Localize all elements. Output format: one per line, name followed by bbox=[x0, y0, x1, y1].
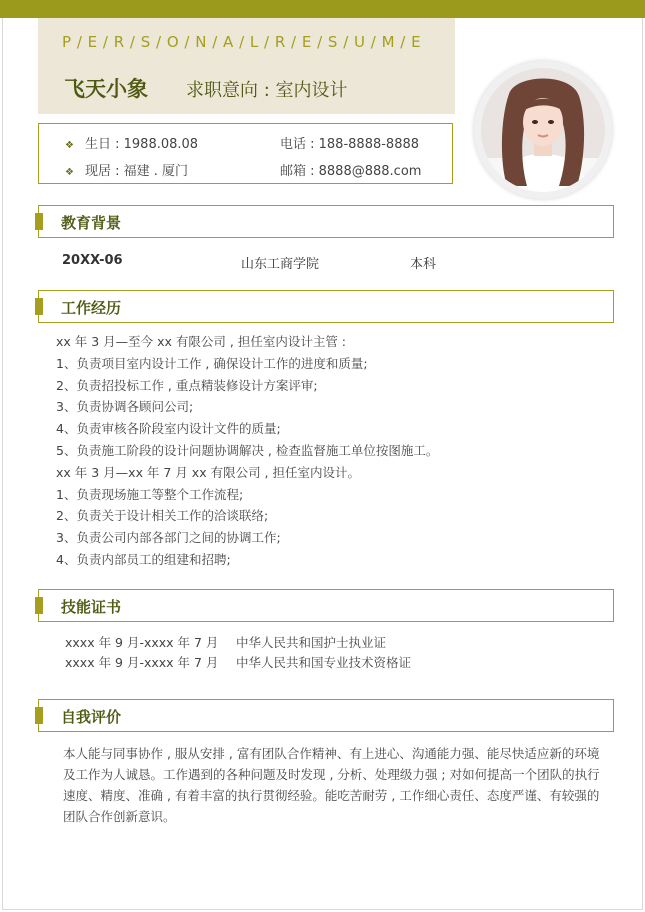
portrait-image bbox=[481, 68, 605, 192]
skills-section-title: 技能证书 bbox=[61, 598, 122, 616]
section-marker bbox=[35, 597, 43, 614]
work-line: 5、负责施工阶段的设计问题协调解决 , 检查监督施工单位按图施工。 bbox=[56, 442, 439, 458]
self-evaluation-text: 本人能与同事协作 , 服从安排 , 富有团队合作精神、有上进心、沟通能力强、能尽快适应新的环境及工作为人诚恳。工作遇到的各种问题及时发现 , 分析、处理级力强 ; 对如何提高一个团队的执行速度、精度、准确 , 有着丰富的执行贯彻经验。能吃苦耐劳 , 工作细心责任、态度严谨、有较强的团队合作创新意识。 bbox=[63, 746, 600, 824]
education-section-header bbox=[38, 205, 614, 238]
certificate-date: xxxx 年 9 月-xxxx 年 7 月 bbox=[65, 635, 219, 650]
education-date: 20XX-06 bbox=[62, 253, 123, 268]
certificate-name: 中华人民共和国专业技术资格证 bbox=[236, 655, 412, 670]
work-section-header bbox=[38, 290, 614, 323]
phone-text: 电话 : 188-8888-8888 bbox=[280, 137, 420, 152]
certificate-date: xxxx 年 9 月-xxxx 年 7 月 bbox=[65, 655, 219, 670]
work-line: 1、负责现场施工等整个工作流程; bbox=[56, 486, 244, 502]
work-experience-list bbox=[56, 331, 616, 571]
self-evaluation-section-title: 自我评价 bbox=[61, 708, 122, 726]
work-section-title: 工作经历 bbox=[61, 299, 122, 317]
education-section-title: 教育背景 bbox=[61, 214, 122, 232]
birthday-text: 生日 : 1988.08.08 bbox=[85, 137, 199, 152]
certificate-row bbox=[65, 653, 412, 671]
section-marker bbox=[35, 213, 43, 230]
certificate-row bbox=[65, 633, 387, 651]
self-evaluation-section-header bbox=[38, 699, 614, 732]
diamond-bullet-icon: ❖ bbox=[65, 167, 74, 178]
personal-resume-heading: P / E / R / S / O / N / A / L / R / E / S / U / M / E bbox=[62, 33, 422, 51]
work-line: 4、负责审核各阶段室内设计文件的质量; bbox=[56, 421, 281, 437]
work-line: 2、负责关于设计相关工作的洽谈联络; bbox=[56, 508, 269, 524]
section-marker bbox=[35, 298, 43, 315]
section-marker bbox=[35, 707, 43, 724]
education-degree: 本科 bbox=[410, 257, 437, 272]
candidate-name: 飞天小象 bbox=[64, 77, 148, 101]
profile-photo bbox=[474, 61, 612, 199]
residence-item bbox=[65, 160, 188, 179]
education-school: 山东工商学院 bbox=[241, 257, 320, 272]
email-text: 邮箱 : 8888@888.com bbox=[280, 164, 422, 179]
top-accent-bar bbox=[0, 0, 645, 18]
work-line: 4、负责内部员工的组建和招聘; bbox=[56, 551, 231, 567]
certificate-name: 中华人民共和国护士执业证 bbox=[236, 635, 387, 650]
job-intent: 求职意向 : 室内设计 bbox=[186, 80, 348, 101]
work-line: 3、负责公司内部各部门之间的协调工作; bbox=[56, 530, 281, 546]
work-line: xx 年 3 月—至今 xx 有限公司 , 担任室内设计主管 : bbox=[56, 334, 347, 349]
skills-section-header bbox=[38, 589, 614, 622]
residence-text: 现居 : 福建 . 厦门 bbox=[85, 164, 189, 179]
work-line: 2、负责招投标工作 , 重点精装修设计方案评审; bbox=[56, 377, 318, 393]
birthday-item bbox=[65, 133, 198, 152]
diamond-bullet-icon: ❖ bbox=[65, 140, 74, 151]
work-line: 1、负责项目室内设计工作 , 确保设计工作的进度和质量; bbox=[56, 355, 368, 371]
work-line: xx 年 3 月—xx 年 7 月 xx 有限公司 , 担任室内设计。 bbox=[56, 464, 360, 480]
work-line: 3、负责协调各顾问公司; bbox=[56, 399, 194, 415]
personal-info-box bbox=[38, 123, 453, 184]
